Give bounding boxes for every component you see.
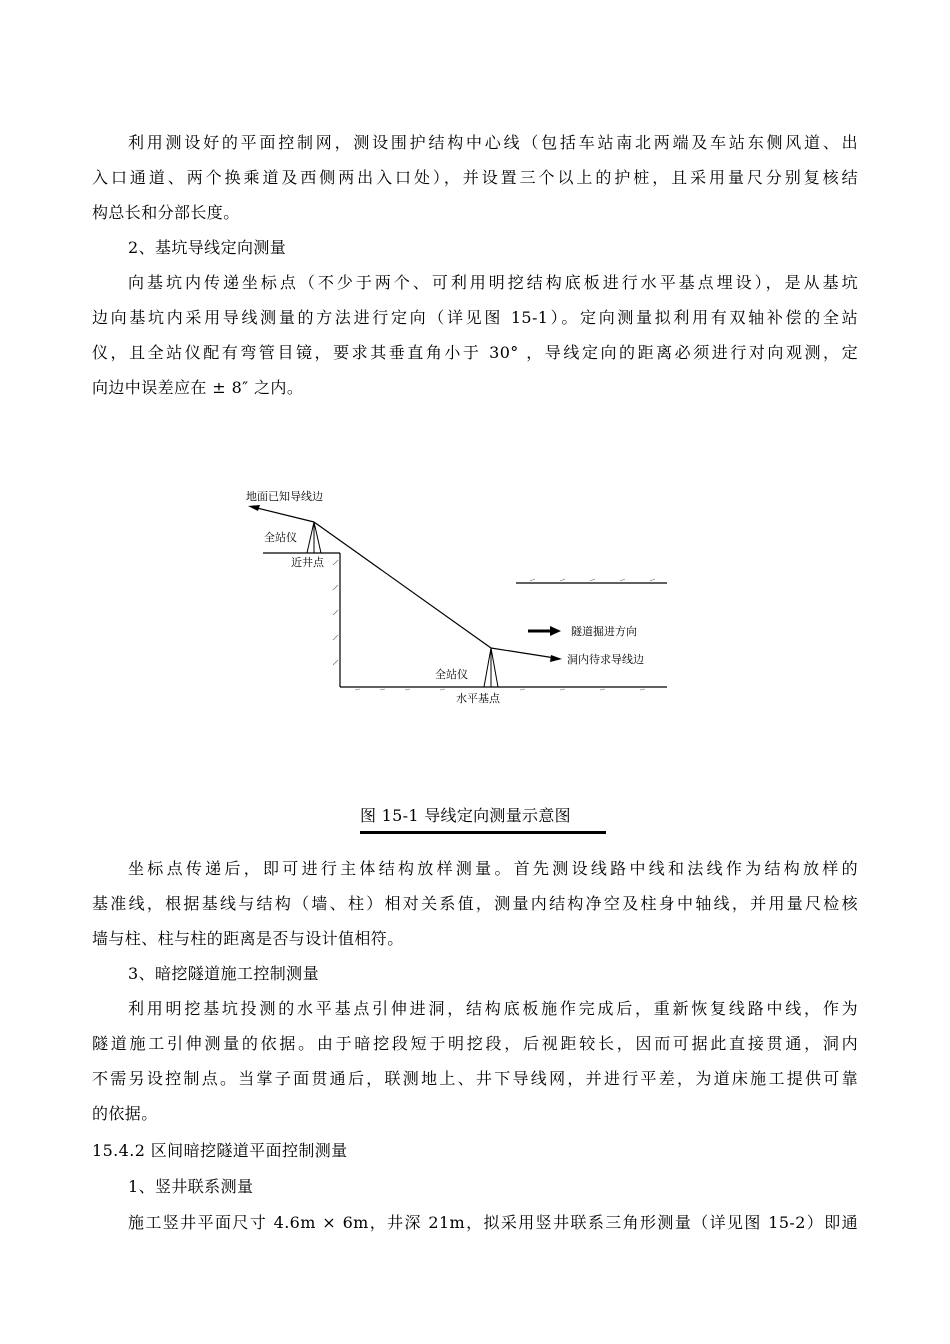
paragraph-4-line-1: 利用明挖基坑投测的水平基点引伸进洞，结构底板施作完成后，重新恢复线路中线，作为 [128, 999, 858, 1018]
label-tunnel-direction: 隧道掘进方向 [571, 625, 637, 638]
tunnel-traverse-arrowhead [550, 655, 562, 662]
label-level-base-point: 水平基点 [456, 692, 500, 705]
section-title-15-4-2: 15.4.2 区间暗挖隧道平面控制测量 [92, 1141, 348, 1160]
pit-floor-hatching [355, 689, 645, 690]
paragraph-1-line-3: 构总长和分部长度。 [92, 203, 240, 222]
paragraph-2-line-3: 仪，且全站仪配有弯管目镜，要求其垂直角小于 30° ，导线定向的距离必须进行对向观测，定 [92, 343, 858, 362]
tunnel-traverse-edge [491, 648, 555, 658]
tunnel-direction-arrowhead [550, 626, 561, 636]
paragraph-3-line-2: 基准线，根据基线与结构（墙、柱）相对关系值，测量内结构净空及柱身中轴线，并用量尺检核 [92, 894, 858, 913]
paragraph-2-line-2: 边向基坑内采用导线测量的方法进行定向（详见图 15-1）。定向测量拟利用有双轴补偿的全站 [92, 308, 858, 327]
paragraph-4-line-2: 隧道施工引伸测量的依据。由于暗挖段短于明挖段，后视距较长，因而可据此直接贯通，洞内 [92, 1034, 858, 1053]
tunnel-roof-hatching [530, 579, 655, 581]
paragraph-5-line-1: 施工竖井平面尺寸 4.6m × 6m，井深 21m，拟采用竖井联系三角形测量（详见图 15-2）即通 [128, 1213, 858, 1232]
label-total-station-bottom: 全站仪 [435, 668, 468, 681]
paragraph-3-line-1: 坐标点传递后，即可进行主体结构放样测量。首先测设线路中线和法线作为结构放样的 [128, 859, 858, 878]
heading-mined-tunnel-control: 3、暗挖隧道施工控制测量 [128, 964, 319, 983]
shaft-wall-hatching [333, 560, 338, 665]
paragraph-2-line-1: 向基坑内传递坐标点（不少于两个、可利用明挖结构底板进行水平基点埋设），是从基坑 [128, 273, 858, 292]
paragraph-3-line-3: 墙与柱、柱与柱的距离是否与设计值相符。 [92, 929, 404, 948]
label-near-shaft-point: 近井点 [291, 556, 324, 569]
ground-traverse-edge [253, 507, 314, 522]
paragraph-2-line-4: 向边中误差应在 ± 8″ 之内。 [92, 378, 304, 397]
caption-underline [360, 831, 606, 834]
paragraph-1-line-2: 入口通道、两个换乘道及西侧两出入口处），并设置三个以上的护桩，且采用量尺分别复核结 [92, 168, 858, 187]
figure-caption: 图 15-1 导线定向测量示意图 [360, 806, 571, 825]
paragraph-4-line-4: 的依据。 [92, 1104, 158, 1123]
ground-traverse-arrowhead [248, 505, 260, 511]
label-total-station-top: 全站仪 [264, 531, 297, 544]
label-tunnel-traverse: 洞内待求导线边 [567, 653, 644, 666]
paragraph-4-line-3: 不需另设控制点。当掌子面贯通后，联测地上、井下导线网，并进行平差，为道床施工提供可靠 [92, 1069, 858, 1088]
heading-shaft-connection-survey: 1、竖井联系测量 [128, 1177, 254, 1196]
heading-traverse-orientation: 2、基坑导线定向测量 [128, 238, 287, 257]
paragraph-1-line-1: 利用测设好的平面控制网，测设围护结构中心线（包括车站南北两端及车站东侧风道、出 [128, 133, 858, 152]
total-station-top-tripod [307, 522, 321, 553]
label-ground-traverse: 地面已知导线边 [246, 490, 323, 503]
total-station-bottom-tripod [484, 648, 498, 687]
